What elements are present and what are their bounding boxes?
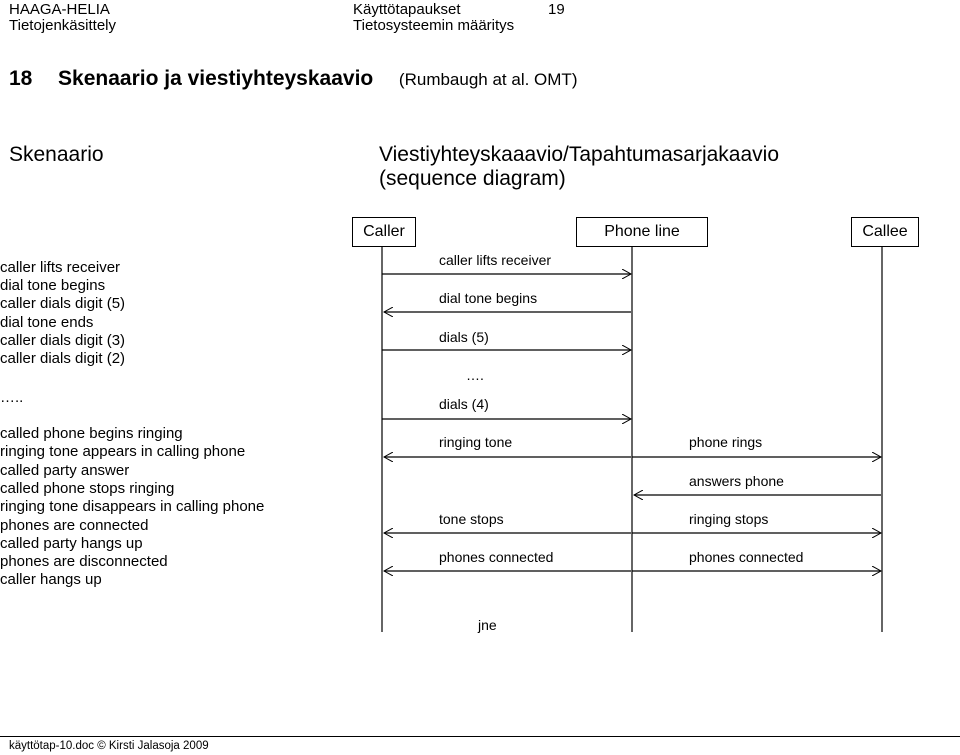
section-heading-diagram: Viestiyhteyskaaavio/Tapahtumasarjakaavio: [379, 143, 780, 166]
lifeline-box-callee: Callee: [851, 217, 919, 247]
scenario-step: called party hangs up: [0, 535, 143, 552]
scenario-step: phones are disconnected: [0, 553, 168, 570]
scenario-ellipsis: …..: [0, 389, 24, 406]
message-label: answers phone: [689, 473, 784, 489]
message-label: dials (5): [439, 329, 489, 345]
lifeline-box-phone-line: Phone line: [576, 217, 708, 247]
lifeline-box-caller: Caller: [352, 217, 416, 247]
header-page-number: 19: [548, 1, 565, 18]
title-note: (Rumbaugh at al. OMT): [398, 70, 578, 89]
message-label: phones connected: [439, 549, 554, 565]
title-number: 18: [9, 67, 33, 90]
scenario-step: caller hangs up: [0, 571, 102, 588]
scenario-step: caller dials digit (2): [0, 350, 126, 367]
scenario-step: ringing tone appears in calling phone: [0, 443, 246, 460]
message-dots: ….: [466, 367, 484, 383]
header-topic: Tietosysteemin määritys: [353, 17, 515, 34]
scenario-step: called phone stops ringing: [0, 480, 175, 497]
message-label: tone stops: [439, 511, 504, 527]
scenario-step: caller dials digit (5): [0, 295, 126, 312]
message-label: caller lifts receiver: [439, 252, 552, 268]
scenario-step: called party answer: [0, 462, 130, 479]
scenario-step: ringing tone disappears in calling phone: [0, 498, 265, 515]
scenario-step: caller lifts receiver: [0, 259, 121, 276]
message-label: phones connected: [689, 549, 804, 565]
message-label: ringing tone: [439, 434, 513, 450]
footer-text: käyttötap-10.doc © Kirsti Jalasoja 2009: [9, 740, 209, 752]
scenario-step: called phone begins ringing: [0, 425, 183, 442]
message-label: dials (4): [439, 396, 489, 412]
header-dept: Tietojenkäsittely: [9, 17, 116, 34]
continuation-label: jne: [478, 617, 497, 633]
scenario-step: caller dials digit (3): [0, 332, 126, 349]
header-org: HAAGA-HELIA: [9, 1, 110, 18]
scenario-step: dial tone begins: [0, 277, 106, 294]
footer-divider: [0, 736, 960, 737]
scenario-step: phones are connected: [0, 517, 149, 534]
scenario-step: dial tone ends: [0, 314, 94, 331]
header-course: Käyttötapaukset: [353, 1, 461, 18]
message-label: phone rings: [689, 434, 763, 450]
section-subheading-diagram: (sequence diagram): [379, 167, 566, 190]
title-text: Skenaario ja viestiyhteyskaavio: [58, 67, 374, 90]
message-label: dial tone begins: [439, 290, 538, 306]
message-label: ringing stops: [689, 511, 769, 527]
section-heading-scenario: Skenaario: [9, 143, 104, 166]
